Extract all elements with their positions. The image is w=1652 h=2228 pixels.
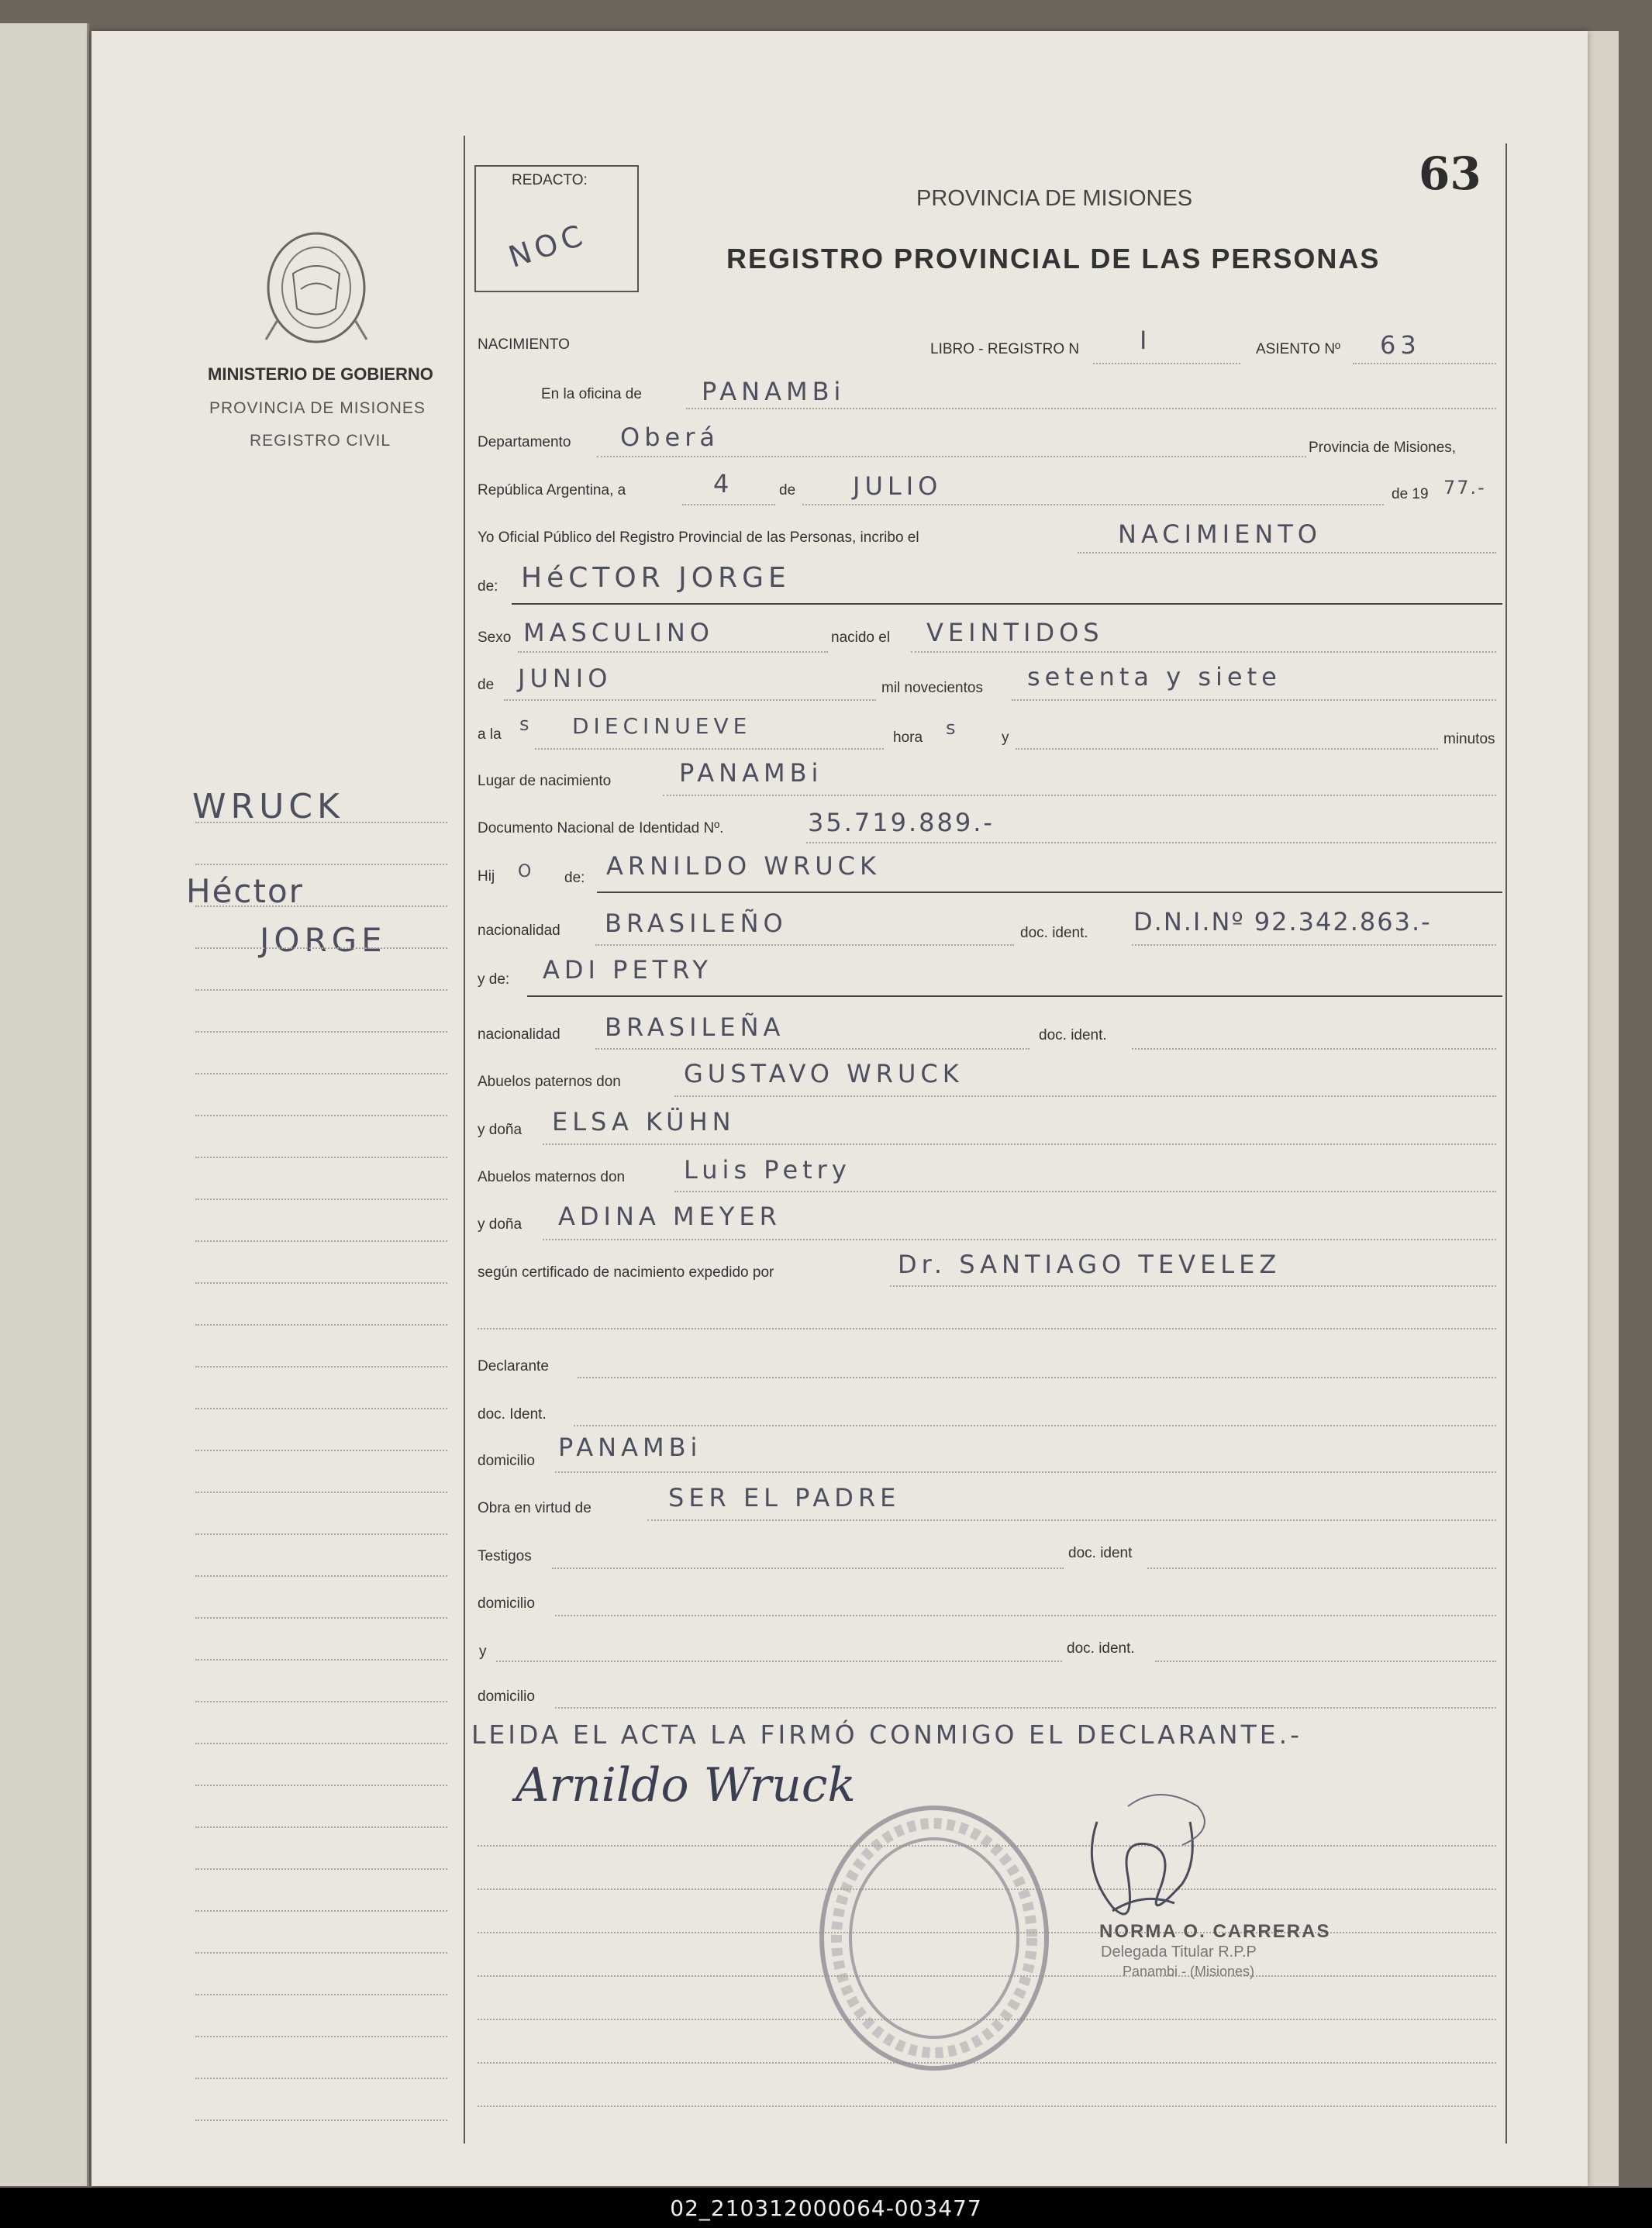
abuela-pat-line (543, 1143, 1496, 1145)
docident1-value: D.N.I.Nº 92.342.863.- (1133, 907, 1432, 936)
margin-dotted-line (195, 1324, 447, 1326)
padre-value: ARNILDO WRUCK (606, 851, 881, 881)
ministry-line2: PROVINCIA DE MISIONES (209, 399, 426, 417)
margin-dotted-line (195, 1492, 447, 1493)
mes-line (802, 504, 1384, 505)
margin-dotted-line (195, 1910, 447, 1912)
domicilio2-label: domicilio (478, 1595, 535, 1612)
testigos-line (552, 1568, 1064, 1569)
dia-value: 4 (713, 469, 734, 498)
asiento-value: 63 (1380, 330, 1421, 360)
margin-dotted-line (195, 1240, 447, 1242)
declarante-label: Declarante (478, 1358, 549, 1374)
ydona2-label: y doña (478, 1216, 523, 1233)
margin-dotted-line (195, 1659, 447, 1661)
margin-dotted-line (195, 1282, 447, 1284)
margin-dotted-line (195, 1533, 447, 1535)
body-dotted-line (478, 2106, 1496, 2107)
margin-given2: JORGE (260, 921, 387, 959)
previous-page-edge (0, 23, 89, 2186)
nacido-label: nacido el (831, 629, 891, 646)
obra-label: Obra en virtud de (478, 1500, 591, 1516)
margin-dotted-line (195, 1073, 447, 1074)
abuelo-pat-value: GUSTAVO WRUCK (684, 1059, 964, 1088)
hijo-suffix: O (518, 862, 536, 881)
departamento-line (597, 456, 1306, 457)
nombre-underline (512, 603, 1502, 605)
official-round-stamp-icon (810, 1799, 1058, 2078)
official-signature-icon (1066, 1775, 1221, 1946)
testigos-label: Testigos (478, 1548, 532, 1564)
margin-dotted-line (195, 1785, 447, 1786)
hijo-label: Hij (478, 868, 495, 885)
margin-dotted-line (195, 1366, 447, 1367)
docident1-label: doc. ident. (1020, 925, 1088, 941)
segun-value: Dr. SANTIAGO TEVELEZ (898, 1250, 1281, 1279)
segun-line2 (478, 1328, 1496, 1330)
anio-label: de 19 (1392, 486, 1429, 502)
oficina-value: PANAMBi (702, 377, 846, 406)
dia-line (682, 504, 775, 505)
margin-dotted-line (195, 1408, 447, 1409)
declarant-signature: Arnildo Wruck (516, 1758, 856, 1812)
domicilio3-label: domicilio (478, 1688, 535, 1705)
domicilio1-line (555, 1471, 1496, 1473)
yde-label: y de: (478, 971, 510, 988)
provincia-label: Provincia de Misiones, (1309, 440, 1457, 456)
ministry-line1: MINISTERIO DE GOBIERNO (208, 364, 433, 384)
de2-label: de: (478, 578, 498, 595)
docident5-label: doc. ident. (1067, 1640, 1135, 1657)
registry-title: REGISTRO PROVINCIAL DE LAS PERSONAS (726, 243, 1381, 274)
departamento-label: Departamento (478, 434, 571, 450)
domicilio1-value: PANAMBi (558, 1433, 702, 1462)
y2-line (496, 1661, 1062, 1662)
padre-underline (597, 892, 1502, 893)
libro-label: LIBRO - REGISTRO N (930, 341, 1080, 357)
margin-dotted-line (195, 1994, 447, 1995)
docident4-line (1147, 1568, 1496, 1569)
de3-label: de (478, 677, 495, 693)
abuelo-pat-line (674, 1095, 1496, 1097)
oficina-label: En la oficina de (541, 386, 642, 402)
obra-value: SER EL PADRE (668, 1483, 901, 1512)
book-edge (1588, 31, 1619, 2186)
libro-line (1093, 363, 1240, 364)
sexo-label: Sexo (478, 629, 512, 646)
margin-dotted-line (195, 1868, 447, 1870)
nac2-label: nacionalidad (478, 1026, 560, 1043)
margin-surname: WRUCK (192, 787, 344, 826)
alas-label: a la (478, 726, 502, 743)
lugar-line (663, 795, 1496, 796)
nacido-line (911, 651, 1496, 653)
margin-dotted-line (195, 989, 447, 991)
minutos-line (1016, 748, 1438, 750)
docident4-label: doc. ident (1068, 1545, 1133, 1561)
margin-dotted-line (195, 1575, 447, 1577)
domicilio1-label: domicilio (478, 1453, 535, 1469)
dni-value: 35.719.889.- (808, 808, 995, 837)
inscribe-value: NACIMIENTO (1118, 519, 1322, 549)
nacido-mes-line (504, 699, 876, 701)
closing-text: LEIDA EL ACTA LA FIRMÓ CONMIGO EL DECLARANTE.- (471, 1719, 1303, 1750)
margin-divider (464, 136, 465, 2144)
inscribe-line (1078, 552, 1496, 554)
abuela-mat-value: ADINA MEYER (558, 1202, 781, 1231)
abuela-pat-value: ELSA KÜHN (552, 1107, 736, 1136)
margin-dotted-line (195, 1115, 447, 1116)
segun-line (890, 1285, 1496, 1287)
margin-dotted-line (195, 1450, 447, 1451)
asiento-line (1353, 363, 1496, 364)
mil-line (1012, 699, 1496, 701)
stamp-place: Panambi - (Misiones) (1123, 1964, 1255, 1979)
nac1-label: nacionalidad (478, 923, 560, 939)
margin-dotted-line (195, 1198, 447, 1200)
caption-bar (0, 2188, 1652, 2228)
margin-dotted-line (195, 1952, 447, 1954)
nacido-mes-value: JUNIO (518, 664, 612, 693)
domicilio3-line (555, 1707, 1496, 1709)
margin-dotted-line (195, 1701, 447, 1702)
abuela-mat-line (543, 1239, 1496, 1240)
margin-dotted-line (195, 1157, 447, 1158)
nacido-value: VEINTIDOS (926, 618, 1104, 647)
margin-dotted-line (195, 822, 447, 823)
dni-line (806, 842, 1496, 843)
obra-line (647, 1519, 1496, 1521)
record-type-label: NACIMIENTO (478, 336, 570, 353)
right-frame-line (1505, 143, 1507, 2144)
lugar-label: Lugar de nacimiento (478, 773, 612, 789)
hora-label: hora (893, 729, 923, 746)
y2-label: y (479, 1643, 487, 1660)
hijo-de-label: de: (564, 870, 585, 886)
abuelos-pat-label: Abuelos paternos don (478, 1074, 621, 1090)
page-number: 63 (1419, 147, 1481, 200)
libro-value: I (1140, 326, 1152, 355)
mes-value: JULIO (853, 471, 943, 501)
republica-label: República Argentina, a (478, 482, 626, 498)
ydona1-label: y doña (478, 1122, 523, 1138)
stamp-role: Delegada Titular R.P.P (1101, 1943, 1257, 1961)
abuelo-mat-line (674, 1191, 1496, 1192)
de-label: de (779, 482, 796, 498)
sexo-value: MASCULINO (523, 618, 714, 647)
caption-text: 02_210312000064-003477 (670, 2195, 982, 2221)
redacto-label: REDACTO: (512, 172, 588, 188)
nac2-value: BRASILEÑA (605, 1012, 785, 1042)
alas-handwritten: s (519, 713, 534, 735)
domicilio2-line (555, 1615, 1496, 1616)
anio-value: 77.- (1443, 477, 1486, 498)
margin-dotted-line (195, 1826, 447, 1828)
abuelo-mat-value: Luis Petry (684, 1155, 851, 1185)
margin-given1: Héctor (186, 872, 304, 910)
margin-dotted-line (195, 1617, 447, 1619)
mil-label: mil novecientos (881, 680, 983, 696)
nac2-line (595, 1048, 1029, 1050)
stamp-name: NORMA O. CARRERAS (1099, 1921, 1331, 1942)
nac1-value: BRASILEÑO (605, 909, 788, 938)
docident1-line (1132, 944, 1496, 946)
margin-dotted-line (195, 2036, 447, 2037)
margin-dotted-line (195, 1743, 447, 1744)
dni-label: Documento Nacional de Identidad Nº. (478, 820, 724, 836)
oficial-label: Yo Oficial Público del Registro Provincial de las Personas, incribo el (478, 529, 919, 546)
lugar-value: PANAMBi (679, 758, 823, 788)
hora-handwritten: s (946, 717, 961, 739)
hora-value: DIECINUEVE (572, 713, 752, 739)
segun-label: según certificado de nacimiento expedido por (478, 1264, 774, 1281)
departamento-value: Oberá (620, 422, 719, 452)
margin-dotted-line (195, 864, 447, 865)
docident5-line (1155, 1661, 1496, 1662)
mil-value: setenta y siete (1027, 662, 1281, 692)
sexo-line (518, 651, 828, 653)
margin-dotted-line (195, 2119, 447, 2121)
minutos-label: minutos (1443, 731, 1495, 747)
margin-dotted-line (195, 2078, 447, 2079)
redacto-value: NOC (504, 217, 591, 274)
margin-dotted-line (195, 947, 447, 949)
margin-dotted-line (195, 1031, 447, 1033)
docident3-label: doc. Ident. (478, 1406, 547, 1423)
docident2-label: doc. ident. (1039, 1027, 1107, 1043)
asiento-label: ASIENTO Nº (1256, 341, 1340, 357)
madre-value: ADI PETRY (543, 955, 712, 985)
madre-underline (527, 995, 1502, 997)
oficina-line (686, 408, 1496, 409)
nombre-value: HéCTOR JORGE (521, 562, 791, 594)
ministry-line3: REGISTRO CIVIL (250, 432, 391, 450)
provincial-seal-icon (258, 227, 374, 351)
abuelos-mat-label: Abuelos maternos don (478, 1169, 626, 1185)
declarante-line (578, 1377, 1496, 1378)
docident3-line (574, 1425, 1496, 1426)
docident2-line (1132, 1048, 1496, 1050)
y-label: y (1002, 729, 1009, 746)
margin-dotted-line (195, 905, 447, 907)
province-heading: PROVINCIA DE MISIONES (916, 186, 1193, 211)
hora-line (535, 748, 884, 750)
nac1-line (595, 944, 1014, 946)
